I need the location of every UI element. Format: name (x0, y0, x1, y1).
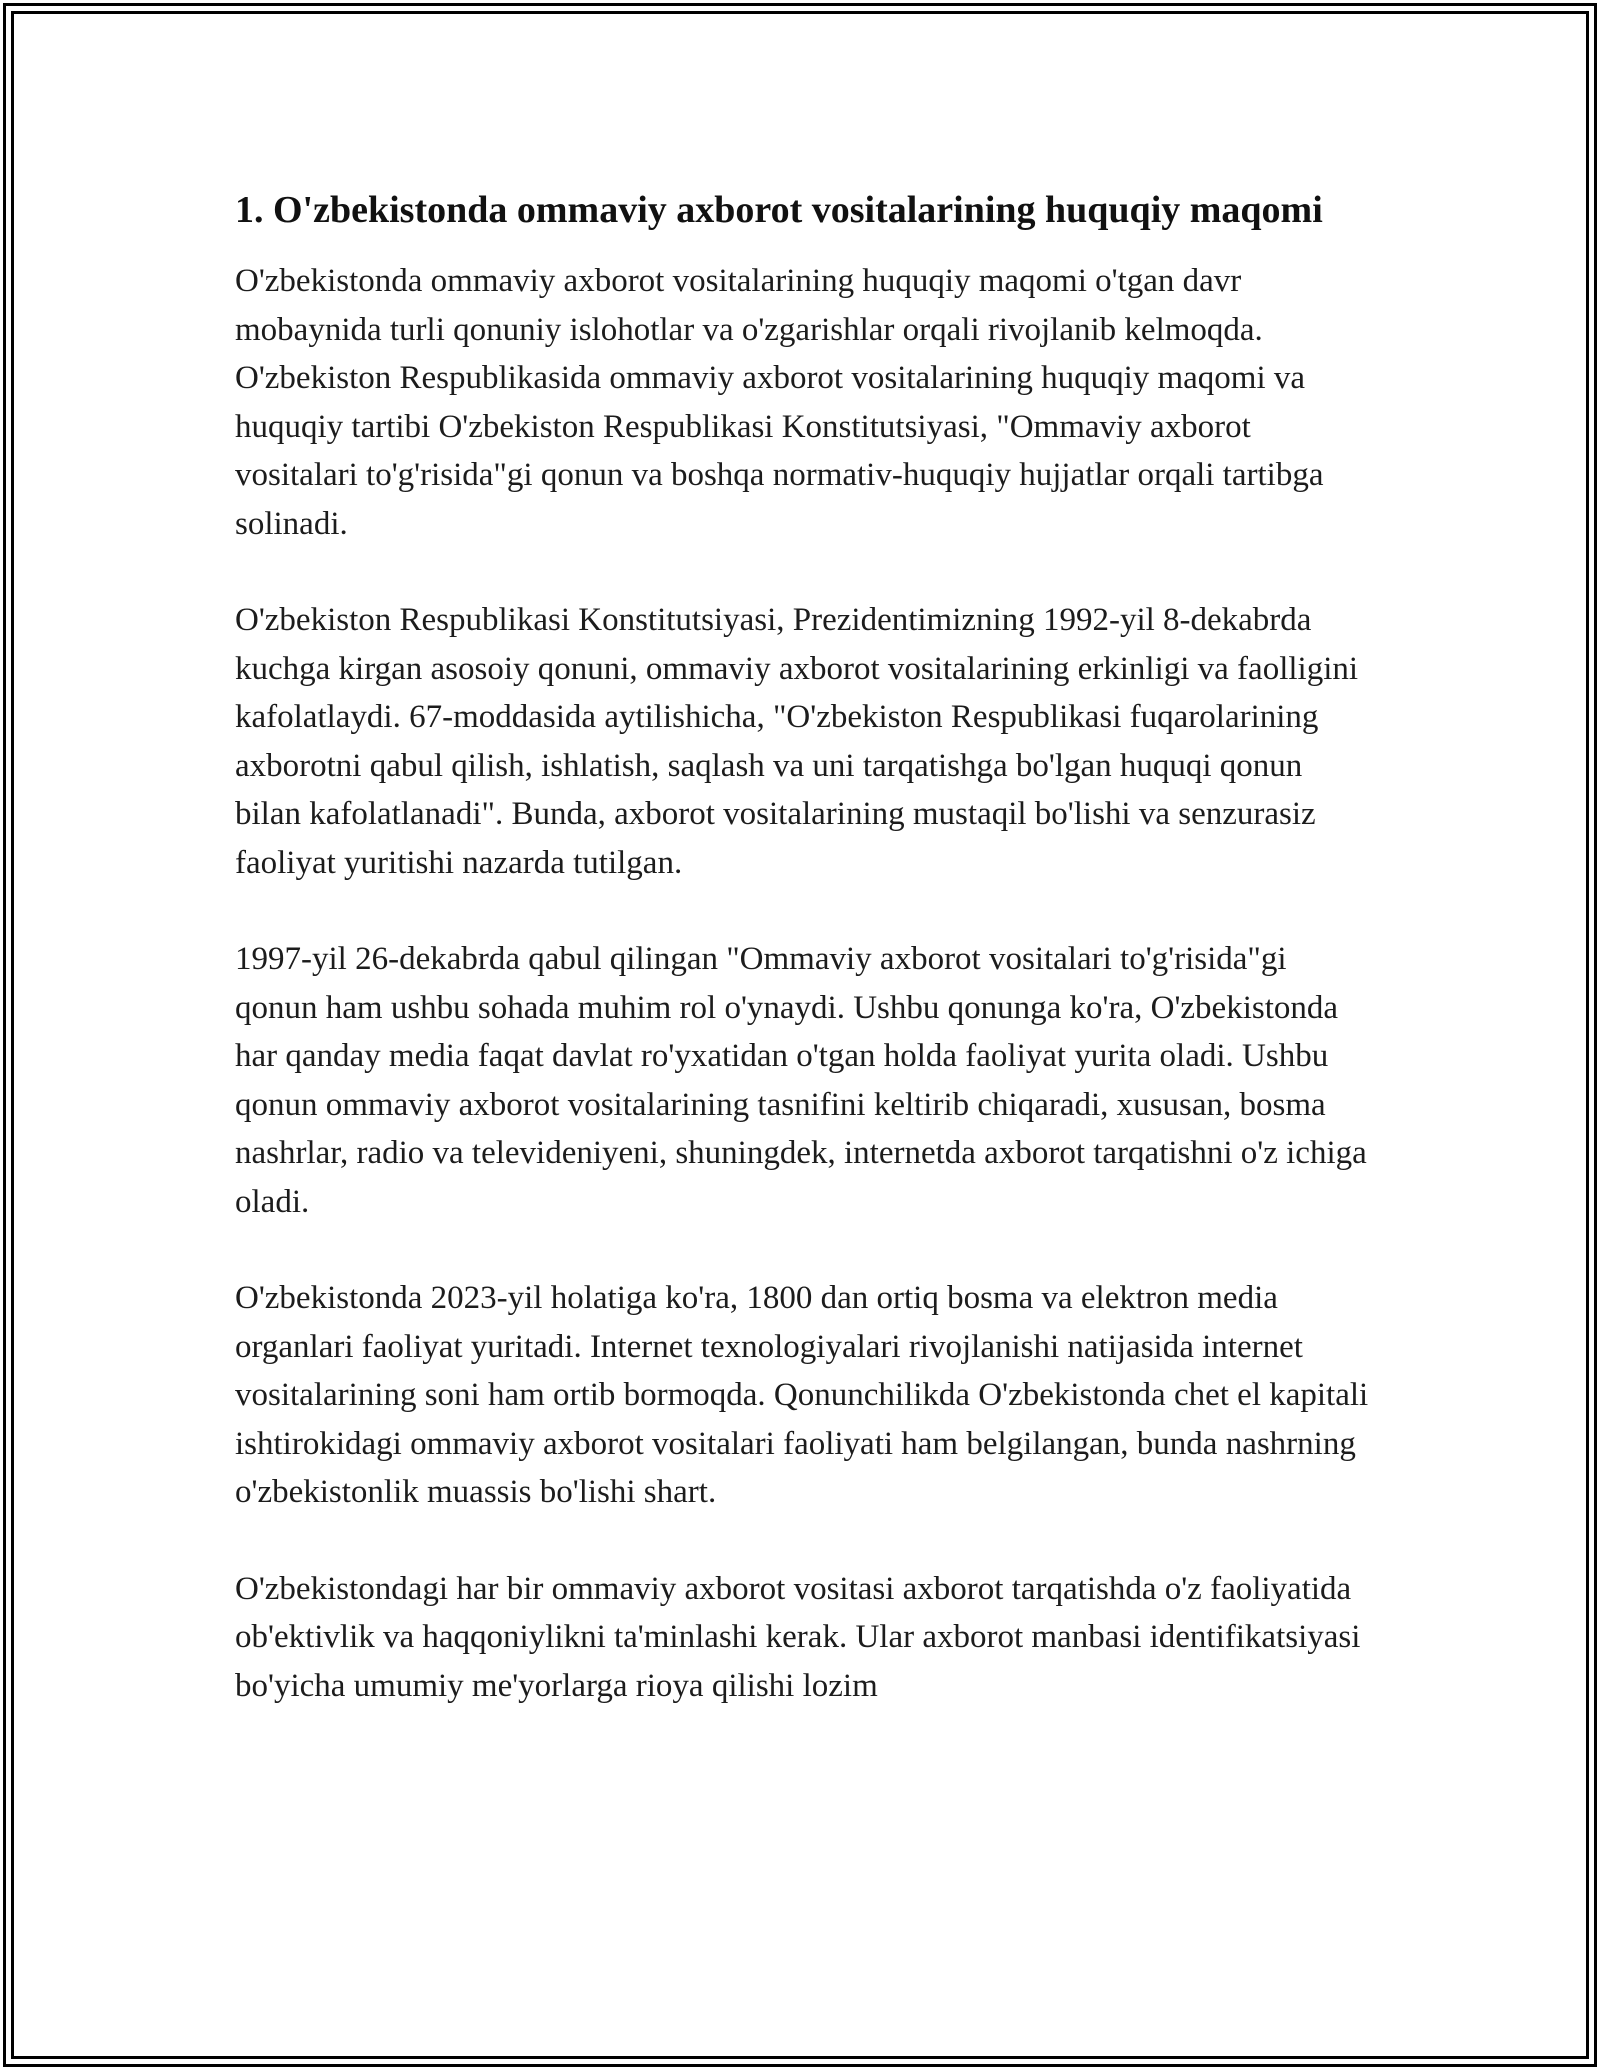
paragraph-media-law: 1997-yil 26-dekabrda qabul qilingan "Ommaviy axborot vositalari to'g'risida"gi qonun ham ushbu sohada muhim rol o'ynaydi. Ushbu qonunga ko'ra, O'zbekistonda har qanday media faqat davlat ro'yxatidan o'tgan holda faoliyat yurita oladi. Ushbu qonun ommaviy axborot vositalarining tasnifini keltirib chiqaradi, xususan, bosma nashrlar, radio va televideniyeni, shuningdek, internetda axborot tarqatishni o'z ichiga oladi. (235, 941, 1367, 1220)
section-heading: 1. O'zbekistonda ommaviy axborot vositalarining huquqiy maqomi (235, 189, 1323, 231)
paragraph-legal-status: O'zbekistonda ommaviy axborot vositalarining huquqiy maqomi o'tgan davr mobaynida turli qonuniy islohotlar va o'zgarishlar orqali rivojlanib kelmoqda. O'zbekiston Respublikasida ommaviy axborot vositalarining huquqiy maqomi va huquqiy tartibi O'zbekiston Respublikasi Konstitutsiyasi, "Ommaviy axborot vositalari to'g'risida"gi qonun va boshqa normativ-huquqiy hujjatlar orqali tartibga solinadi. (235, 263, 1324, 542)
paragraph-objectivity: O'zbekistondagi har bir ommaviy axborot vositasi axborot tarqatishda o'z faoliyatida ob'ektivlik va haqqoniylikni ta'minlashi kerak. Ular axborot manbasi identifikatsiyasi bo'yicha umumiy me'yorlarga rioya qilishi lozim (235, 1570, 1361, 1704)
paragraph-constitution: O'zbekiston Respublikasi Konstitutsiyasi, Prezidentimizning 1992-yil 8-dekabrda kuchga kirgan asosoiy qonuni, ommaviy axborot vositalarining erkinligi va faolligini kafolatlaydi. 67-moddasida aytilishicha, "O'zbekiston Respublikasi fuqarolarining axborotni qabul qilish, ishlatish, saqlash va uni tarqatishga bo'lgan huquqi qonun bilan kafolatlanadi". Bunda, axborot vositalarining mustaqil bo'lishi va senzurasiz faoliyat yuritishi nazarda tutilgan. (235, 602, 1359, 881)
document-body (235, 183, 1375, 1710)
paragraph-media-statistics: O'zbekistonda 2023-yil holatiga ko'ra, 1800 dan ortiq bosma va elektron media organlari faoliyat yuritadi. Internet texnologiyalari rivojlanishi natijasida internet vositalarining soni ham ortib bormoqda. Qonunchilikda O'zbekistonda chet el kapitali ishtirokidagi ommaviy axborot vositalari faoliyati ham belgilangan, bunda nashrning o'zbekistonlik muassis bo'lishi shart. (235, 1280, 1369, 1510)
